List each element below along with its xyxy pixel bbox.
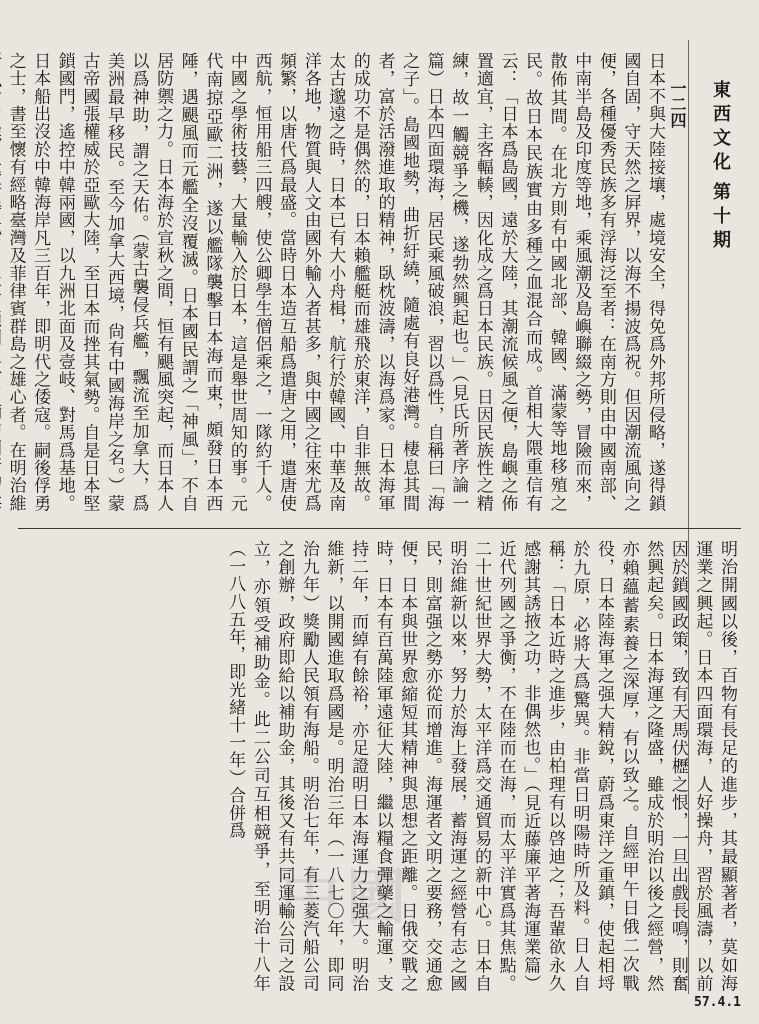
- issue-number: 第十期: [710, 182, 731, 255]
- article-bottom-section: 明治開國以後，百物有長足的進步，其最顯著者，莫如海運業之興起。日本四面環海，人好操舟，習於風濤，以前因於鎖國政策，致有天馬伏櫪之恨，一旦出戲長鳴，則奮然興起矣。日本海運之隆盛，雖成於明治以後之經營，然亦賴蘊蓄素養之深厚，有以致之。自經甲午日俄二次戰役，日本陸海軍之强大精銳，蔚爲東洋之重鎮，使起相埒於九原，必將大爲驚異。非當日明陽時所及料。日人自稱：「日本近時之進步，由柏理有以啓迪之；吾輩欲永久感謝其誘掖之功，非偶然也。」（見近藤廉平著海運業篇）近代列國之爭衡，不在陸而在海，而太平洋實爲其焦點。二十世紀世界大勢，太平洋爲交通貿易的新中心。日本自明治維新以來，努力於海上發展，蓄海運之經營有志之國民，則富强之勢亦從而增進。海運者文明之要務，交通愈便，日本與世界愈縮短其精神與思想之距離。日俄交戰之時，日本有百萬陸軍遠征大陸，繼以糧食彈藥之輸運，支持二年，而綽有餘裕，亦足證明日本海運力之强大。明治維新，以開國進取爲國是。明治三年（一八七〇年，即同治九年）獎勵人民領有海船。明治七年，有三菱汽船公司之創辦，政府即給以補助金，其後又有共同運輸公司之設立，亦領受補助金。此二公司互相競爭，至明治十八年（一八八五年，即光緒十一年）合併爲: [225, 540, 737, 992]
- section-divider: [18, 528, 741, 529]
- publication-title: 東西文化: [710, 80, 731, 176]
- archive-stamp: 57.4.1: [694, 995, 741, 1010]
- library-watermark: 中國: [280, 863, 412, 933]
- page-number: 一二四: [668, 80, 687, 128]
- article-top-section: 日本不與大陸接壤，處境安全，得免爲外邦所侵略，遂得鎖國自固，守天然之屛界，以海不揚波爲祝。但因潮流風向之便，各種優秀民族多有浮海泛至者：在南方則由中國南部、中南半島及印度等地，乘風潮及島嶼聯綴之勢，冒險而來，散佈其間。在北方則有中國北部、韓國、滿蒙等地移殖之民。故日本民族實由多種之血混合而成。首相大隈重信有云：「日本爲島國，遠於大陸，其潮流候風之便，島嶼之佈置適宜，主客輻輳，因化成之爲日本民族。日因民族性之精練，故一觸競爭之機，遂勃然興起也。」（見氏所著序論一篇）日本四面環海，居民乘風破浪，習以爲性，自稱曰「海之子」。島國地勢，曲折紆繞，隨處有良好港灣。棲息其間者，富於活潑進取的精神，臥枕波濤，以海爲家。日本海軍的成功不是偶然的，日本賴艦艇而雄飛於東洋，自非無故。太古邈遠之時，日本已有大小舟楫，航行於韓國、中華及南洋各地，物質與人文由國外輸入者甚多，與中國之往來尤爲頻繁，以唐代爲最盛。當時日本造互船爲遣唐之用，遣唐使西航，恒用船三四艘，使公卿學生僧侶乘之，一隊約千人。中國之學術技藝，大量輸入於日本，這是舉世周知的事。元代南掠亞歐二洲，遂以艦隊襲擊日本海而東，頗發日本西陲，遇颶風而元艦全沒覆滅。日本國民謂之「神風」，不自居防禦之力。日本海於宣秋之間，恒有颶風突起，而日本人以爲神助，謂之天佑。（蒙古襲侵兵艦，飄流至加拿大，爲美洲最早移民。至今加拿大西境，尙有中國海岸之名。）蒙古帝國張權威於亞歐大陸，至日本而挫其氣勢。自是日本堅鎖國門，遙控中韓兩國，以九洲北面及壹岐、對馬爲基地。日本船出沒於中韓海岸凡三百年，即明代之倭寇。嗣後俘勇之士，書至懷有經略臺灣及菲律賓群島之雄心者。在明治維: [5, 52, 665, 512]
